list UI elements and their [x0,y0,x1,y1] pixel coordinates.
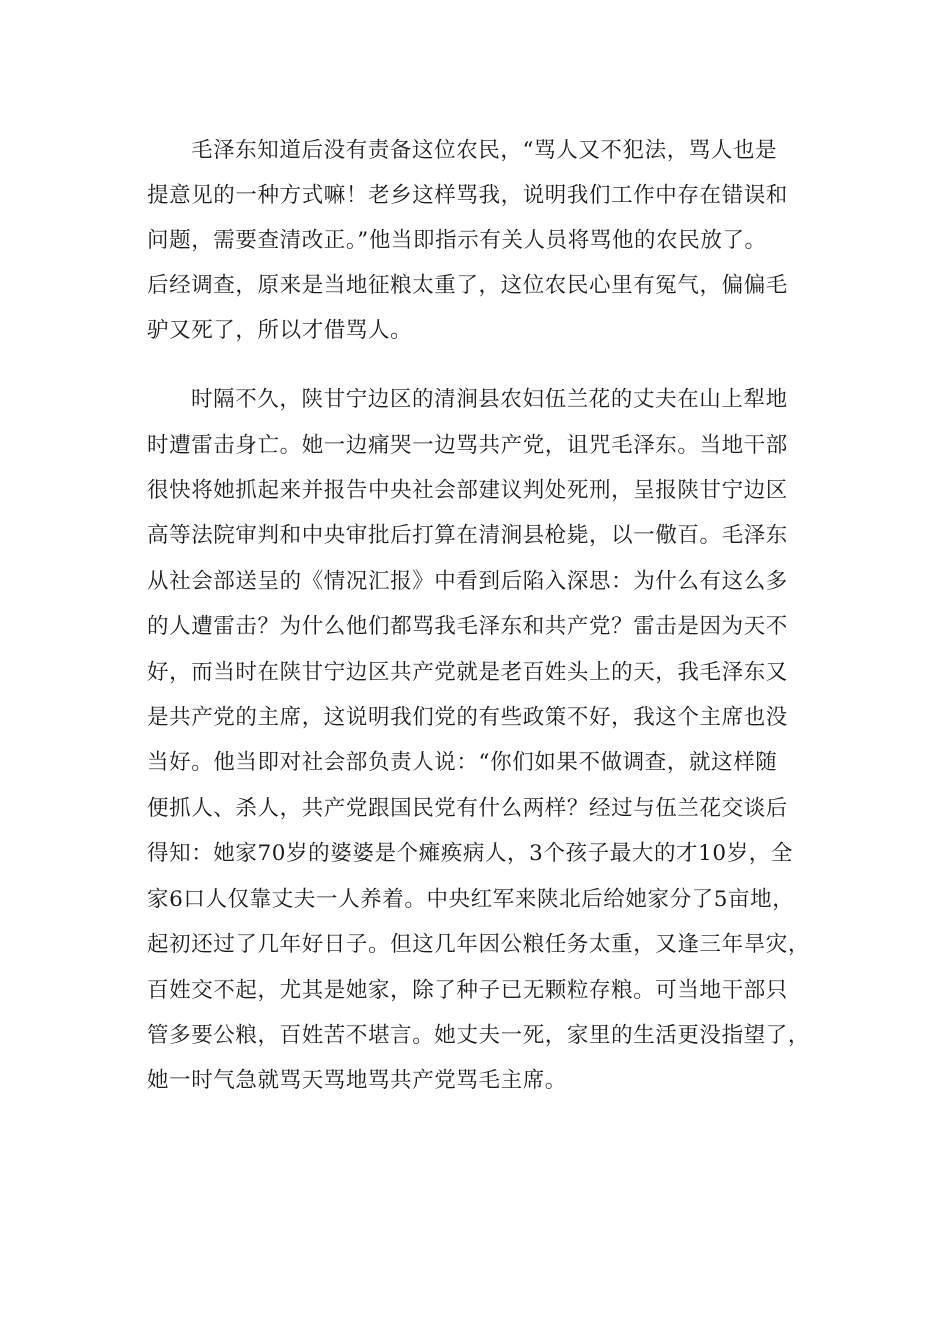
paragraph-2-line-15: 管多要公粮，百姓苦不堪言。她丈夫一死，家里的生活更没指望了， [147,1023,811,1048]
paragraph-1-line-3: 问题，需要查清改正。”他当即指示有关人员将骂他的农民放了。 [147,228,767,253]
paragraph-2-line-2: 时遭雷击身亡。她一边痛哭一边骂共产党，诅咒毛泽东。当地干部 [147,433,788,458]
paragraph-2-line-13: 起初还过了几年好日子。但这几年因公粮任务太重，又逢三年旱灾， [147,932,811,957]
paragraph-2-line-9: 当好。他当即对社会部负责人说：“你们如果不做调查，就这样随 [147,750,778,775]
paragraph-2-line-6: 的人遭雷击？为什么他们都骂我毛泽东和共产党？雷击是因为天不 [147,614,788,639]
paragraph-2-line-16: 她一时气急就骂天骂地骂共产党骂毛主席。 [147,1068,567,1093]
paragraph-2-line-10: 便抓人、杀人，共产党跟国民党有什么两样？经过与伍兰花交谈后 [147,796,788,821]
paragraph-1-line-1: 毛泽东知道后没有责备这位农民，“骂人又不犯法，骂人也是 [191,138,778,163]
paragraph-2-line-14: 百姓交不起，尤其是她家，除了种子已无颗粒存粮。可当地干部只 [147,978,788,1003]
paragraph-2-line-4: 高等法院审判和中央审批后打算在清涧县枪毙，以一儆百。毛泽东 [147,523,788,548]
paragraph-2-line-11: 得知：她家70岁的婆婆是个瘫痪病人，3个孩子最大的才10岁，全 [147,841,793,866]
paragraph-2-line-1: 时隔不久，陕甘宁边区的清涧县农妇伍兰花的丈夫在山上犁地 [191,387,788,412]
paragraph-1-line-5: 驴又死了，所以才借骂人。 [147,318,413,343]
paragraph-1-line-2: 提意见的一种方式嘛！老乡这样骂我，说明我们工作中存在错误和 [147,183,788,208]
paragraph-2-line-5: 从社会部送呈的《情况汇报》中看到后陷入深思：为什么有这么多 [147,569,788,594]
paragraph-2-line-7: 好，而当时在陕甘宁边区共产党就是老百姓头上的天，我毛泽东又 [147,660,788,685]
paragraph-2-line-8: 是共产党的主席，这说明我们党的有些政策不好，我这个主席也没 [147,705,788,730]
paragraph-2-line-12: 家6口人仅靠丈夫一人养着。中央红军来陕北后给她家分了5亩地， [147,887,795,912]
paragraph-1-line-4: 后经调查，原来是当地征粮太重了，这位农民心里有冤气，偏偏毛 [147,273,788,298]
paragraph-2-line-3: 很快将她抓起来并报告中央社会部建议判处死刑，呈报陕甘宁边区 [147,478,788,503]
